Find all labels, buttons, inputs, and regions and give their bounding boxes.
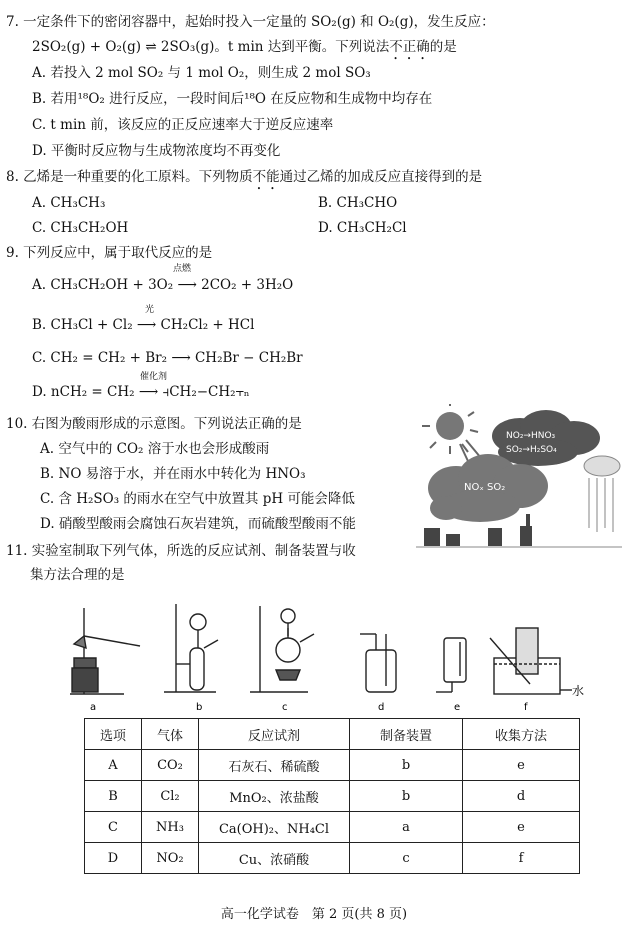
q7-option-a: A. 若投入 2 mol SO₂ 与 1 mol O₂，则生成 2 mol SO₃ [32, 65, 371, 81]
table-row [85, 843, 580, 874]
apparatus-f-icon [490, 628, 572, 694]
q8-emphasis: 不能 [252, 169, 280, 185]
fig-label-nox: NOₓ SO₂ [464, 482, 506, 493]
q9-option-c: C. CH₂ = CH₂ + Br₂ ⟶ CH₂Br − CH₂Br [32, 350, 303, 366]
page-footer: 高一化学试卷 第 2 页(共 8 页) [220, 907, 408, 922]
table-cell: d [463, 781, 580, 812]
table-cell: Cu、浓硝酸 [199, 843, 350, 874]
q8-option-a: A. CH₃CH₃ [32, 195, 106, 211]
table-cell: f [463, 843, 580, 874]
table-cell: e [463, 750, 580, 781]
table-cell: c [350, 843, 463, 874]
acid-rain-figure [416, 404, 622, 552]
q8-option-c: C. CH₃CH₂OH [32, 220, 129, 236]
q11-options-table [84, 718, 580, 874]
apparatus-figure [60, 598, 600, 712]
label-f: f [524, 702, 528, 712]
apparatus-e-icon [436, 638, 466, 692]
q9-option-b: B. CH₃Cl + Cl₂ ⟶ CH₂Cl₂ + HCl [32, 317, 255, 333]
table-cell: D [85, 843, 142, 874]
label-d: d [378, 702, 385, 712]
label-e: e [454, 702, 461, 712]
table-header: 制备装置 [350, 719, 463, 750]
q7-option-b: B. 若用¹⁸O₂ 进行反应，一段时间后¹⁸O 在反应物和生成物中均存在 [32, 91, 433, 107]
table-header: 反应试剂 [199, 719, 350, 750]
table-header: 选项 [85, 719, 142, 750]
apparatus-d-icon [360, 634, 396, 692]
q9-a-condition: 点燃 [173, 264, 192, 274]
q8-stem: 8. 乙烯是一种重要的化工原料。下列物质不能通过乙烯的加成反应直接得到的是 [6, 169, 483, 185]
q8-option-d: D. CH₃CH₂Cl [318, 220, 407, 236]
q7-stem: 7. 一定条件下的密闭容器中，起始时投入一定量的 SO₂(g) 和 O₂(g)，发生反应： [6, 14, 495, 30]
q9-stem: 9. 下列反应中，属于取代反应的是 [6, 245, 213, 261]
table-header: 气体 [142, 719, 199, 750]
q9-option-d: D. nCH₂ = CH₂ ⟶ ⫞CH₂−CH₂⫟ₙ [32, 384, 250, 400]
table-cell: MnO₂、浓盐酸 [199, 781, 350, 812]
q8-option-b: B. CH₃CHO [318, 195, 398, 211]
q10-option-a: A. 空气中的 CO₂ 溶于水也会形成酸雨 [40, 441, 270, 457]
q10-option-b: B. NO 易溶于水，并在雨水中转化为 HNO₃ [40, 466, 306, 482]
table-row [85, 812, 580, 843]
table-header: 收集方法 [463, 719, 580, 750]
q11-stem-cont: 集方法合理的是 [30, 567, 125, 583]
q11-stem: 11. 实验室制取下列气体，所选的反应试剂、制备装置与收 [6, 543, 356, 559]
apparatus-a-icon [70, 608, 140, 694]
q10-stem: 10. 右图为酸雨形成的示意图。下列说法正确的是 [6, 416, 302, 432]
q10-option-d: D. 硝酸型酸雨会腐蚀石灰岩建筑，而硫酸型酸雨不能 [40, 516, 356, 532]
table-cell: NO₂ [142, 843, 199, 874]
q7-emphasis: 不正确 [389, 39, 430, 55]
table-cell: 石灰石、稀硫酸 [199, 750, 350, 781]
table-cell: Cl₂ [142, 781, 199, 812]
label-water: 水 [572, 684, 585, 698]
table-cell: CO₂ [142, 750, 199, 781]
q7-equation: 2SO₂(g) + O₂(g) ⇌ 2SO₃(g)。t min 达到平衡。下列说法不正确的是 [32, 39, 457, 55]
q10-option-c: C. 含 H₂SO₃ 的雨水在空气中放置其 pH 可能会降低 [40, 491, 355, 507]
table-cell: C [85, 812, 142, 843]
apparatus-b-icon [164, 604, 218, 692]
table-row [85, 781, 580, 812]
label-c: c [282, 702, 288, 712]
q7-option-d: D. 平衡时反应物与生成物浓度均不再变化 [32, 143, 281, 159]
table-cell: Ca(OH)₂、NH₄Cl [199, 812, 350, 843]
table-header-row [85, 719, 580, 750]
q9-option-a: A. CH₃CH₂OH + 3O₂ ⟶ 2CO₂ + 3H₂O [32, 277, 294, 293]
apparatus-c-icon [250, 606, 314, 692]
table-cell: b [350, 750, 463, 781]
table-cell: e [463, 812, 580, 843]
fig-label-so2: SO₂→H₂SO₄ [506, 445, 557, 455]
table-cell: B [85, 781, 142, 812]
label-a: a [90, 702, 97, 712]
table-cell: a [350, 812, 463, 843]
rain-cloud-icon [584, 456, 620, 532]
table-cell: NH₃ [142, 812, 199, 843]
q9-d-condition: 催化剂 [140, 372, 168, 382]
q7-option-c: C. t min 前，该反应的正反应速率大于逆反应速率 [32, 117, 334, 133]
table-cell: A [85, 750, 142, 781]
label-b: b [196, 702, 203, 712]
table-row [85, 750, 580, 781]
fig-label-no2: NO₂→HNO₃ [506, 431, 556, 441]
table-cell: b [350, 781, 463, 812]
q9-b-condition: 光 [145, 305, 155, 315]
